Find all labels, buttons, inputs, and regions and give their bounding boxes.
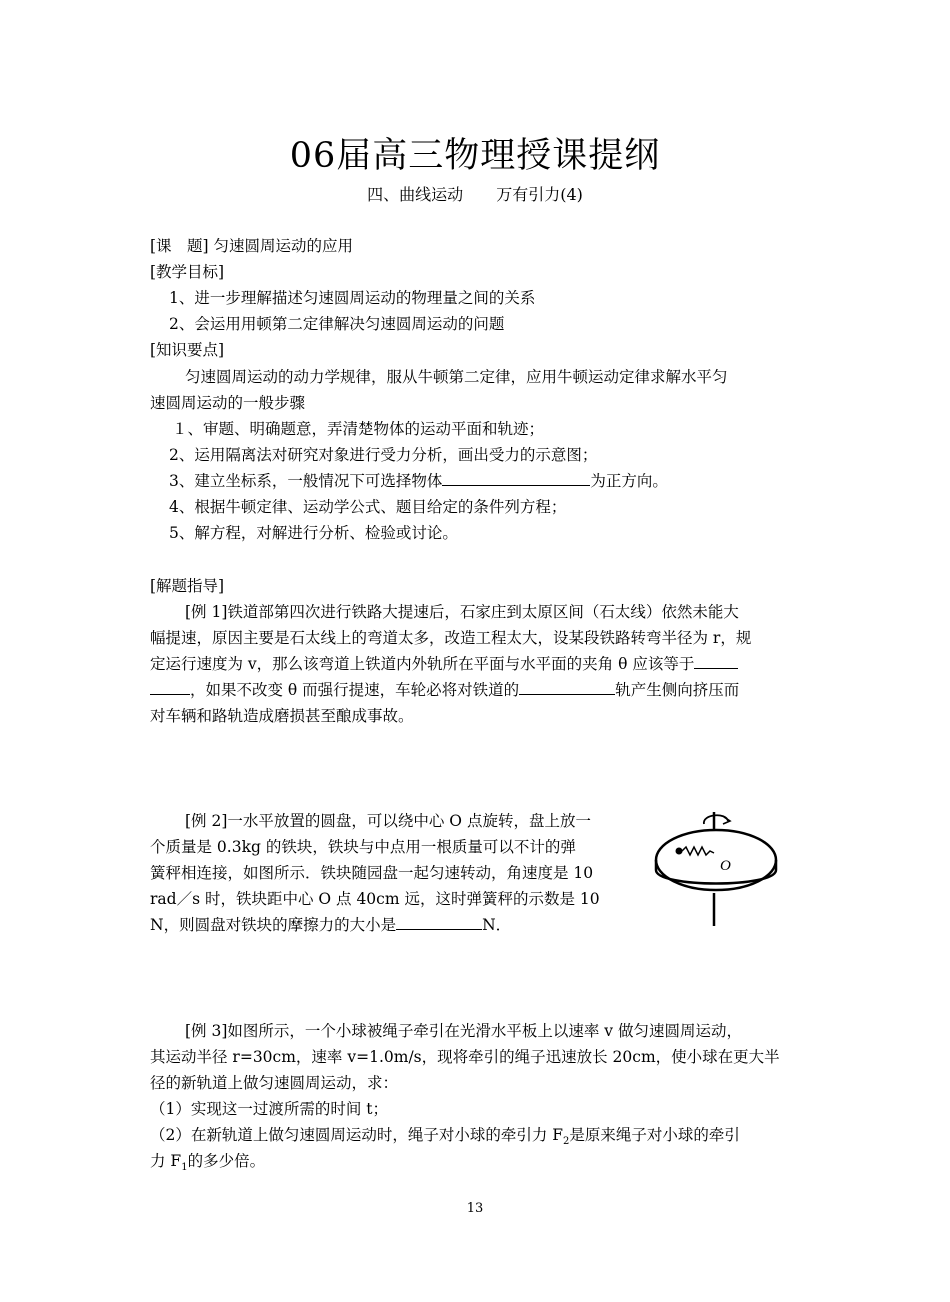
- knowledge-heading: [知识要点]: [150, 341, 225, 359]
- q2-subscript-1: 1: [181, 1162, 188, 1174]
- example-2-line-2: 个质量是 0.3kg 的铁块，铁块与中点用一根质量可以不计的弹: [150, 838, 576, 856]
- example-1-line-3: [150, 651, 805, 677]
- q2-text-d: 的多少倍。: [187, 1152, 266, 1170]
- iron-block: [676, 848, 683, 855]
- topic-label: 万有引力(4): [496, 185, 583, 204]
- q2-text-b: 是原来绳子对小球的牵引: [569, 1126, 740, 1144]
- q2-text-a: （2）在新轨道上做匀速圆周运动时，绳子对小球的牵引力 F: [150, 1126, 564, 1144]
- example-1-line-2: 幅提速，原因主要是石太线上的弯道太多，改造工程太大，设某段铁路转弯半径为 r，规: [150, 629, 752, 647]
- subject-line: [150, 233, 805, 259]
- example-3-line-2: 其运动半径 r=30cm，速率 v=1.0m/s，现将牵引的绳子迅速放长 20cm，使小球在更大半: [150, 1048, 780, 1066]
- q2-text-c: 力 F: [150, 1152, 182, 1170]
- example-1-line-4-text-a: ，如果不改变 θ 而强行提速，车轮必将对铁道的: [190, 681, 520, 699]
- step-1: １、审题、明确题意，弄清楚物体的运动平面和轨迹；: [172, 420, 545, 438]
- page-subtitle: [0, 184, 950, 206]
- goal-2: 2、会运用用顿第二定律解决匀速圆周运动的问题: [169, 315, 505, 333]
- center-o-label: O: [720, 858, 731, 874]
- subject-text: 匀速圆周运动的应用: [213, 237, 354, 255]
- example-3-line-3: 径的新轨道上做匀速圆周运动，求：: [150, 1074, 399, 1092]
- example-1-blank-1a[interactable]: [694, 653, 738, 669]
- example-2-line-4: rad／s 时，铁块距中心 O 点 40cm 远，这时弹簧秤的示数是 10: [150, 890, 600, 908]
- chapter-label: 四、曲线运动: [367, 185, 464, 204]
- step-4: 4、根据牛顿定律、运动学公式、题目给定的条件列方程；: [169, 498, 567, 516]
- example-1-line-5: 对车辆和路轨造成磨损甚至酿成事故。: [150, 707, 414, 725]
- step-3: [169, 468, 824, 494]
- example-1-line-1: [例 1]铁道部第四次进行铁路大提速后，石家庄到太原区间（石太线）依然未能大: [185, 603, 739, 621]
- example-2-line-1: [例 2]一水平放置的圆盘，可以绕中心 O 点旋转，盘上放一: [185, 812, 591, 830]
- goals-heading: [教学目标]: [150, 263, 225, 281]
- example-1-line-4-text-b: 轨产生侧向挤压而: [615, 681, 740, 699]
- page-number: 13: [466, 1201, 484, 1216]
- step-5: 5、解方程，对解进行分析、检验或讨论。: [169, 524, 458, 542]
- step-2: 2、运用隔离法对研究对象进行受力分析，画出受力的示意图；: [169, 446, 598, 464]
- example-2-blank[interactable]: [396, 914, 482, 930]
- guide-heading: [解题指导]: [150, 577, 225, 595]
- page-title: 06届高三物理授课提纲: [289, 136, 661, 176]
- example-2-line-5-text-b: N．: [482, 916, 512, 934]
- example-1-blank-1b[interactable]: [150, 679, 190, 695]
- example-3-question-2-cont: [150, 1148, 805, 1181]
- rotation-arrowhead-icon: [723, 817, 730, 824]
- subject-label: [课 题]: [150, 237, 209, 255]
- q2-subscript-2: 2: [563, 1136, 570, 1148]
- example-2-line-5-text-a: N，则圆盘对铁块的摩擦力的大小是: [150, 916, 397, 934]
- example-1-blank-2[interactable]: [519, 679, 615, 695]
- example-1-line-4: [150, 677, 805, 703]
- example-2-line-3: 簧秤相连接，如图所示．铁块随园盘一起匀速转动，角速度是 10: [150, 864, 594, 882]
- knowledge-paragraph-line-1: 匀速圆周运动的动力学规律，服从牛顿第二定律，应用牛顿运动定律求解水平匀: [185, 368, 728, 386]
- knowledge-paragraph-line-2: 速圆周运动的一般步骤: [150, 394, 306, 412]
- example-3-question-1: （1）实现这一过渡所需的时间 t；: [150, 1100, 389, 1118]
- goal-1: 1、进一步理解描述匀速圆周运动的物理量之间的关系: [169, 289, 536, 307]
- step-3-blank[interactable]: [442, 470, 590, 486]
- example-1-line-3-text: 定运行速度为 v，那么该弯道上铁道内外轨所在平面与水平面的夹角 θ 应该等于: [150, 655, 695, 673]
- step-3-text-a: 3、建立坐标系，一般情况下可选择物体: [169, 472, 443, 490]
- step-3-text-b: 为正方向。: [590, 472, 668, 490]
- example-3-line-1: [例 3]如图所示，一个小球被绳子牵引在光滑水平板上以速率 v 做匀速圆周运动，: [185, 1022, 742, 1040]
- rotating-disk-figure: [652, 808, 782, 933]
